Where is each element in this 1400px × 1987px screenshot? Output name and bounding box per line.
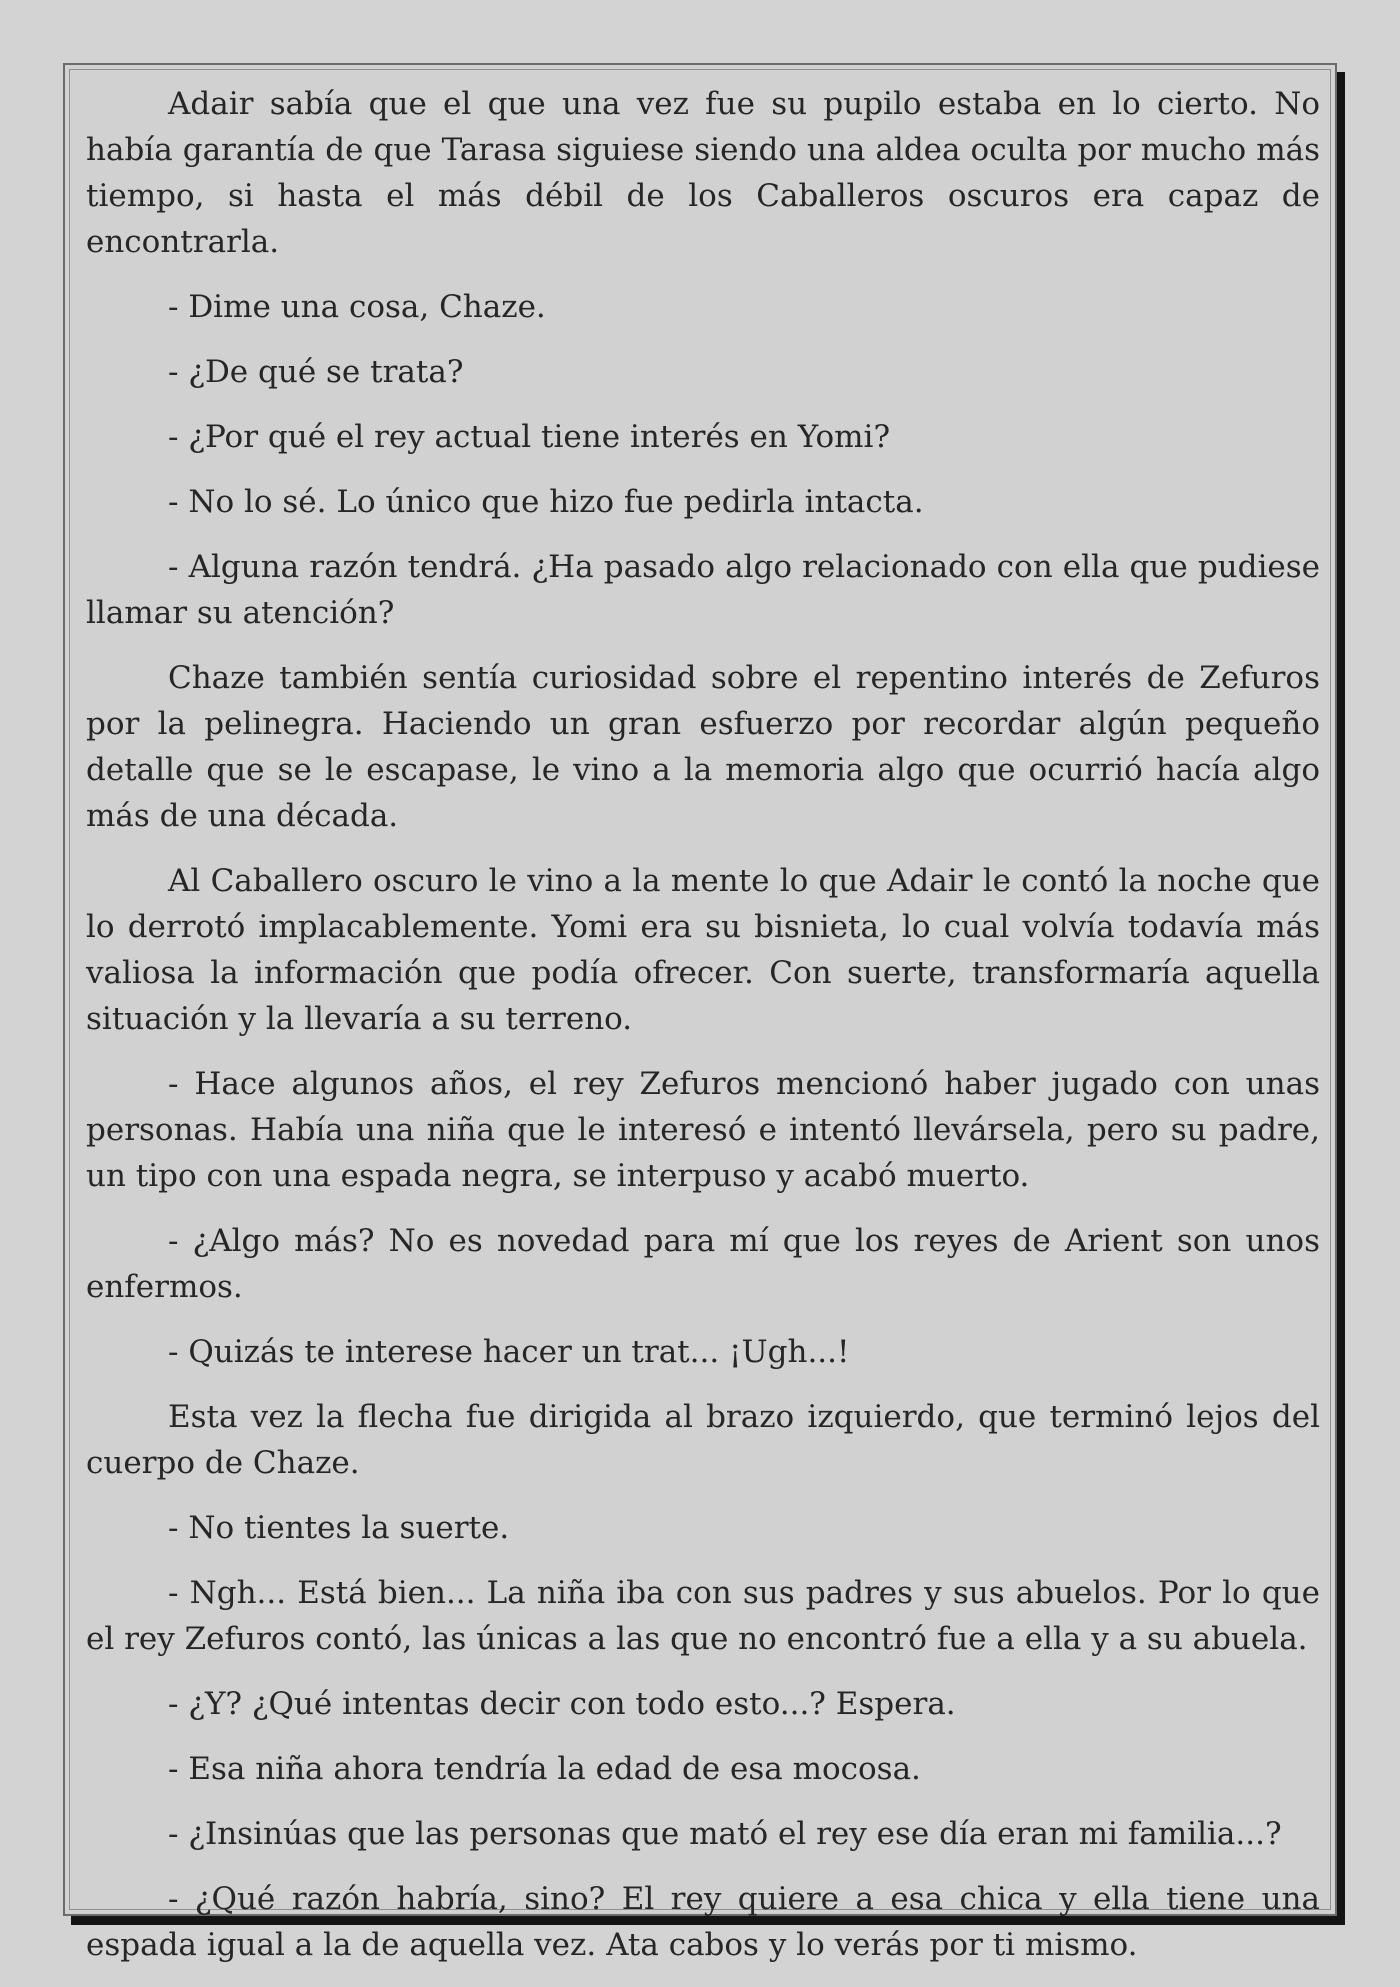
paragraph-9: - Hace algunos años, el rey Zefuros mencionó haber jugado con unas personas. Había una niña que le interesó e intentó llevársela, pero su padre, un tipo con una espada negra, se interpuso y acabó muerto. [86, 1066, 1320, 1194]
paragraph-12: Esta vez la flecha fue dirigida al brazo izquierdo, que terminó lejos del cuerpo de Chaze. [86, 1399, 1320, 1481]
paragraph-5: - No lo sé. Lo único que hizo fue pedirla intacta. [168, 484, 924, 520]
paragraph-1: Adair sabía que el que una vez fue su pupilo estaba en lo cierto. No había garantía de que Tarasa siguiese siendo una aldea oculta por mucho más tiempo, si hasta el más débil de los Caballeros oscuros era capaz de encontrarla. [86, 86, 1320, 260]
paragraph-7: Chaze también sentía curiosidad sobre el repentino interés de Zefuros por la pelinegra. Haciendo un gran esfuerzo por recordar algún pequeño detalle que se le escapase, le vino a la memoria algo que ocurrió hacía algo más de una década. [86, 660, 1320, 834]
paragraph-3: - ¿De qué se trata? [168, 354, 464, 390]
paragraph-8: Al Caballero oscuro le vino a la mente lo que Adair le contó la noche que lo derrotó implacablemente. Yomi era su bisnieta, lo cual volvía todavía más valiosa la información que podía ofrecer. Con suerte, transformaría aquella situación y la llevaría a su terreno. [86, 863, 1320, 1037]
paragraph-6: - Alguna razón tendrá. ¿Ha pasado algo relacionado con ella que pudiese llamar su atención? [86, 549, 1320, 631]
paragraph-18: - ¿Qué razón habría, sino? El rey quiere a esa chica y ella tiene una espada igual a la de aquella vez. Ata cabos y lo verás por ti mismo. [86, 1881, 1320, 1963]
paragraph-14: - Ngh... Está bien... La niña iba con sus padres y sus abuelos. Por lo que el rey Zefuros contó, las únicas a las que no encontró fue a ella y a su abuela. [86, 1575, 1320, 1657]
page-frame [63, 63, 1337, 1963]
paragraph-15: - ¿Y? ¿Qué intentas decir con todo esto...? Espera. [168, 1686, 956, 1722]
paragraph-16: - Esa niña ahora tendría la edad de esa mocosa. [168, 1751, 921, 1787]
paragraph-13: - No tientes la suerte. [168, 1510, 510, 1546]
document-body [86, 81, 1320, 1987]
paragraph-11: - Quizás te interese hacer un trat... ¡Ugh...! [168, 1334, 850, 1370]
paragraph-2: - Dime una cosa, Chaze. [168, 289, 546, 325]
paragraph-17: - ¿Insinúas que las personas que mató el rey ese día eran mi familia...? [168, 1816, 1282, 1852]
paragraph-10: - ¿Algo más? No es novedad para mí que los reyes de Arient son unos enfermos. [86, 1223, 1320, 1305]
paragraph-4: - ¿Por qué el rey actual tiene interés en Yomi? [168, 419, 891, 455]
